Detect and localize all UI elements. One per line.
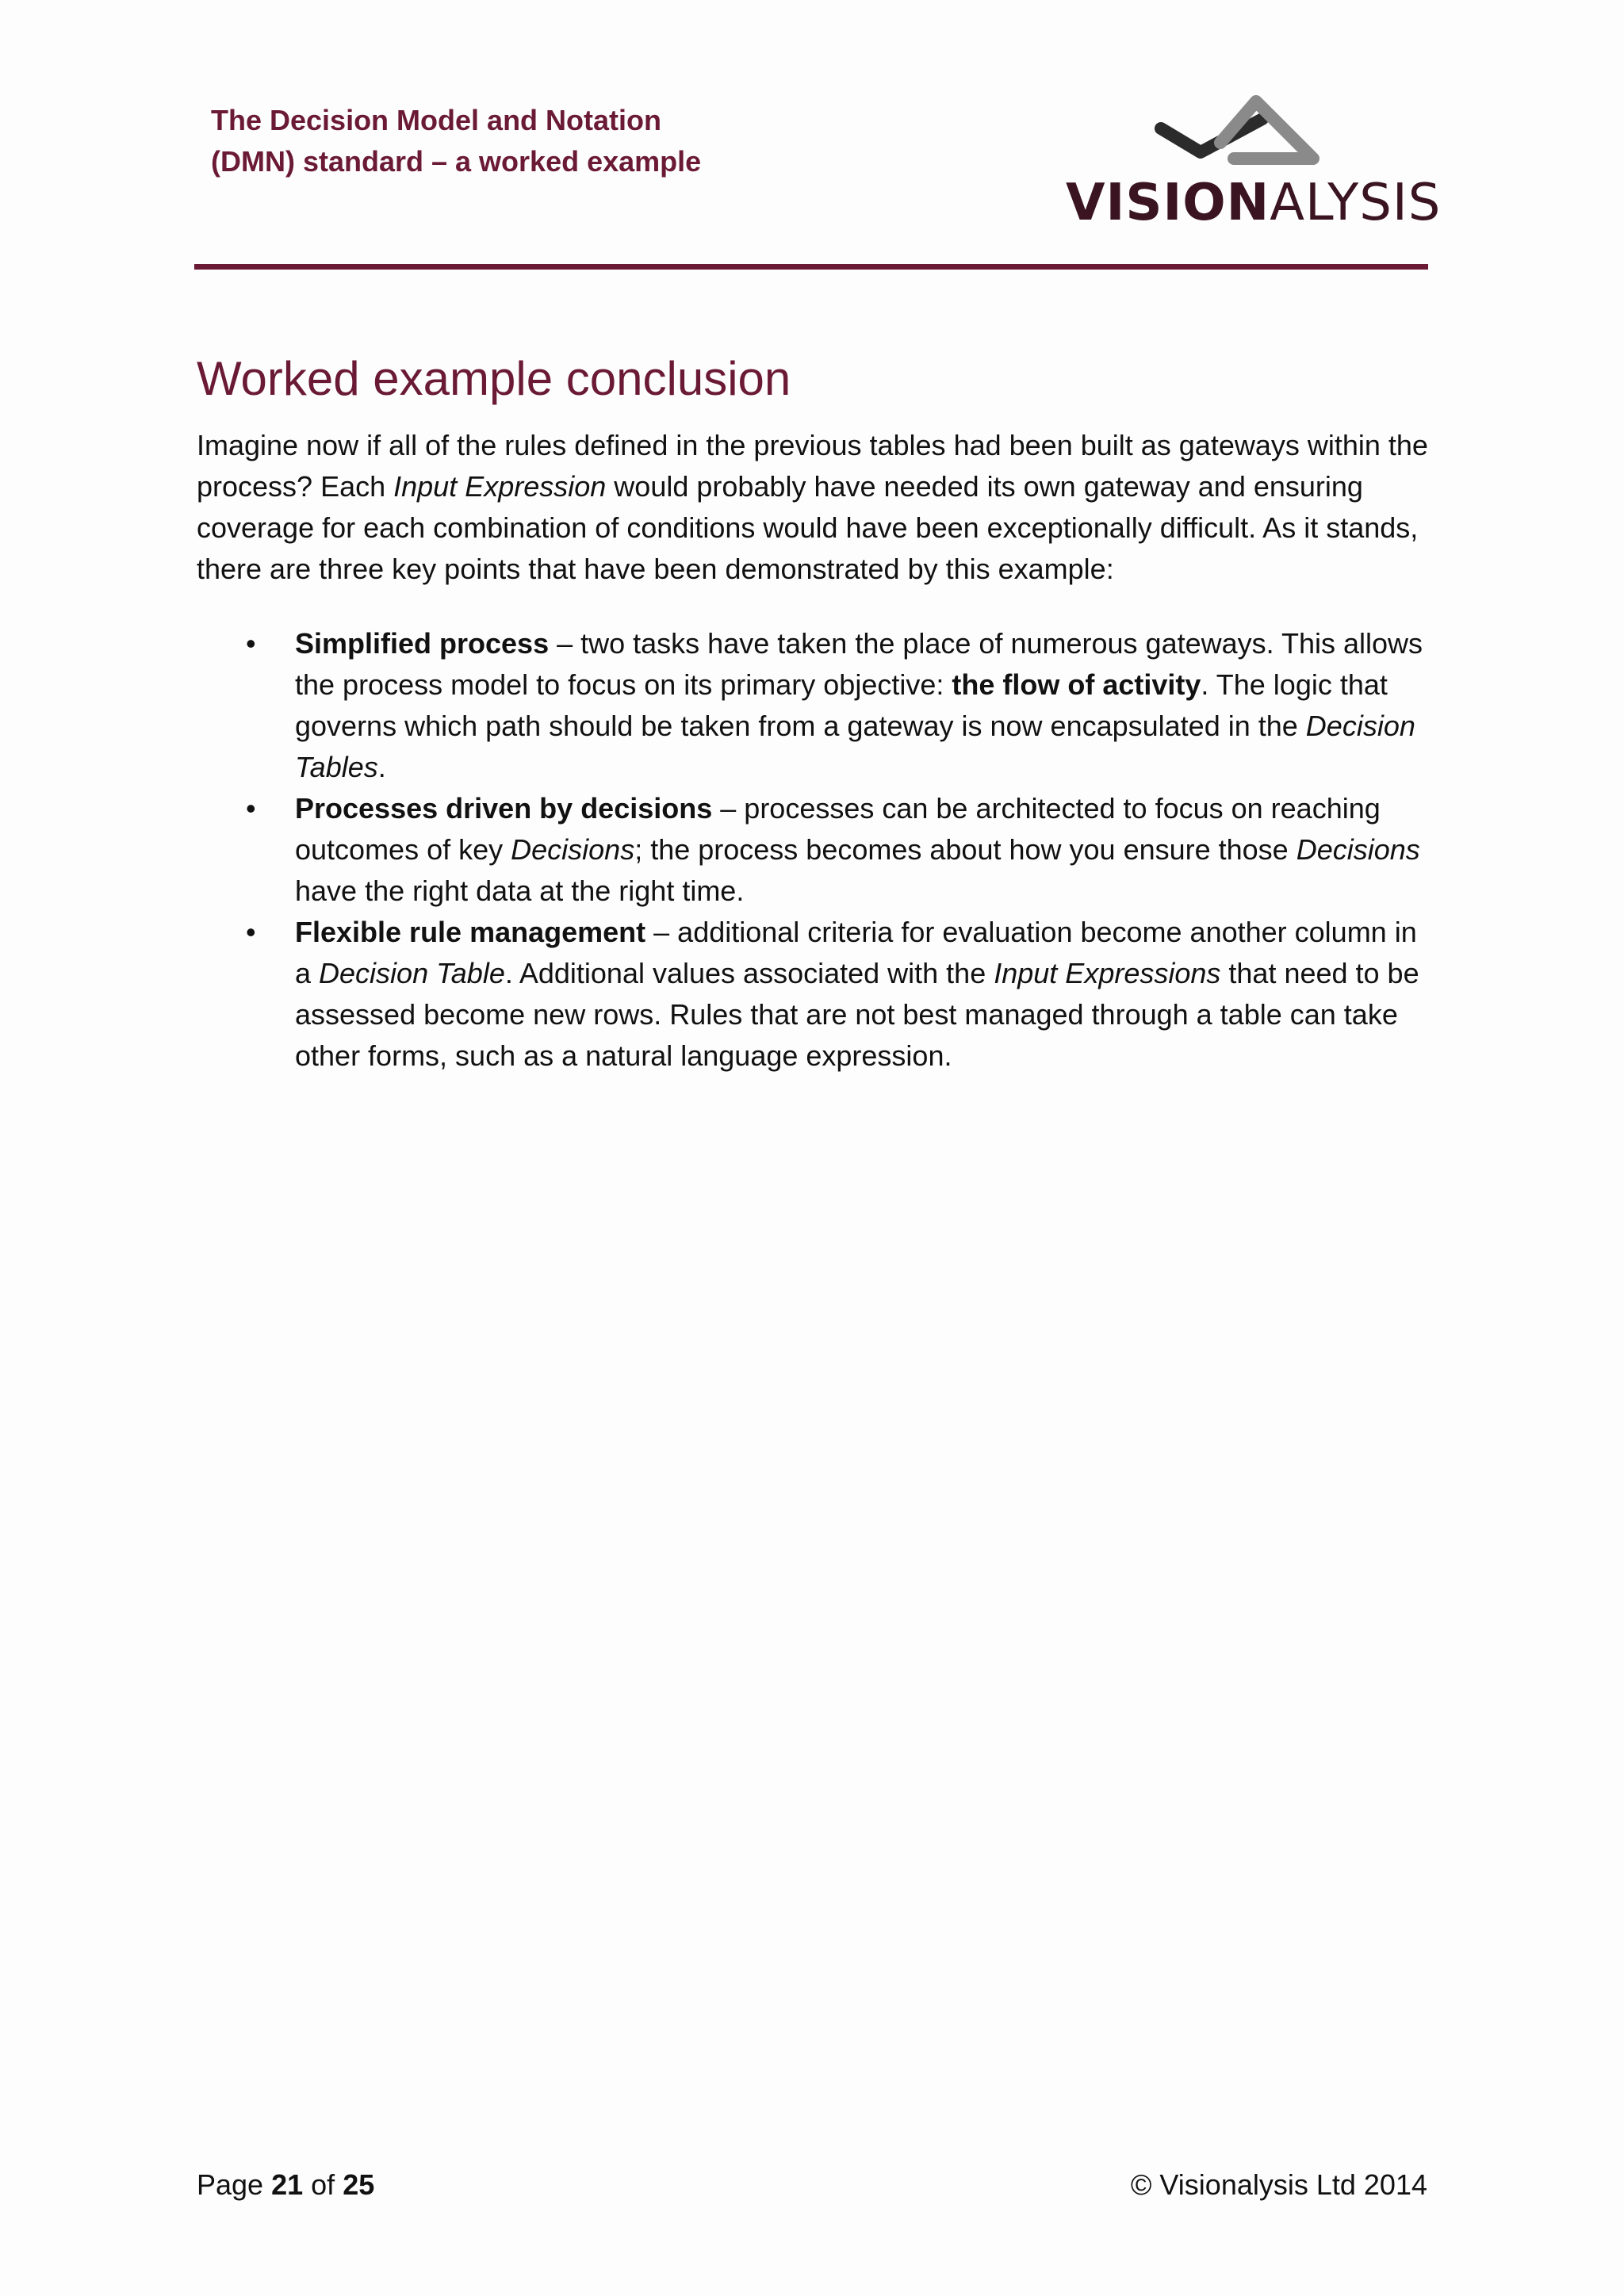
bullet-icon: • — [246, 916, 256, 948]
text-run: . The logic that governs which path should be taken from a gateway is now encapsulated in the — [295, 668, 1388, 742]
page-number — [197, 2168, 374, 2201]
visionalysis-logo — [1066, 95, 1442, 246]
text-run: would probably have needed its own gateway and ensuring coverage for each combination of conditions would have been exceptionally difficult. As it stands, there are three key points that have been demonstrated by this example: — [197, 470, 1419, 585]
text-run: – two tasks have taken the place of numerous gateways. This allows the process model to focus on its primary objective: — [295, 627, 1423, 701]
italic-text: Decisions — [1296, 833, 1420, 866]
text-run: . — [377, 751, 386, 783]
header-divider — [194, 264, 1428, 270]
list-item — [197, 788, 1434, 912]
main-content — [197, 349, 1434, 1077]
bold-text: Flexible rule management — [295, 916, 646, 948]
list-item-text — [295, 792, 1420, 907]
bold-text: the flow of activity — [952, 668, 1201, 701]
text-run: . Additional values associated with the — [504, 957, 994, 989]
bold-text: Simplified process — [295, 627, 550, 660]
page-word: Page — [197, 2168, 264, 2201]
bullet-icon: • — [246, 627, 256, 660]
bullet-icon: • — [246, 792, 256, 825]
document-title — [211, 100, 701, 182]
intro-paragraph — [197, 425, 1434, 590]
list-item — [197, 912, 1434, 1077]
text-run: that need to be assessed become new rows. Rules that are not best managed through a table can take other forms, such as a natural language expression. — [295, 957, 1419, 1072]
key-points-list — [197, 623, 1434, 1077]
copyright-notice: © Visionalysis Ltd 2014 — [1130, 2168, 1427, 2201]
italic-text: Decision Tables — [295, 710, 1415, 783]
italic-text: Decisions — [511, 833, 635, 866]
page-footer — [197, 2164, 1427, 2206]
text-run: Imagine now if all of the rules defined in the previous tables had been built as gateways within the process? Each — [197, 429, 1428, 503]
list-item-text — [295, 627, 1423, 783]
document-title-line-2: (DMN) standard – a worked example — [211, 145, 702, 178]
italic-text: Input Expression — [393, 470, 607, 503]
page-of-word: of — [311, 2168, 335, 2201]
text-run: ; the process becomes about how you ensure those — [634, 833, 1297, 866]
document-title-line-1: The Decision Model and Notation — [211, 104, 662, 136]
italic-text: Decision Table — [319, 957, 505, 989]
list-item — [197, 623, 1434, 788]
text-run: have the right data at the right time. — [295, 874, 745, 907]
text-run: – processes can be architected to focus on reaching outcomes of key — [295, 792, 1381, 866]
text-run: – additional criteria for evaluation become another column in a — [295, 916, 1417, 989]
logo-wordmark-bold: VISION — [1066, 174, 1270, 232]
logo-wordmark-light: ALYSIS — [1270, 174, 1442, 232]
page-total: 25 — [343, 2168, 375, 2201]
italic-text: Input Expressions — [994, 957, 1221, 989]
logo-mark-icon — [1145, 95, 1367, 174]
bold-text: Processes driven by decisions — [295, 792, 713, 825]
page-current: 21 — [271, 2168, 304, 2201]
logo-wordmark — [1066, 171, 1442, 235]
list-item-text — [295, 916, 1419, 1072]
section-heading: Worked example conclusion — [197, 352, 791, 405]
